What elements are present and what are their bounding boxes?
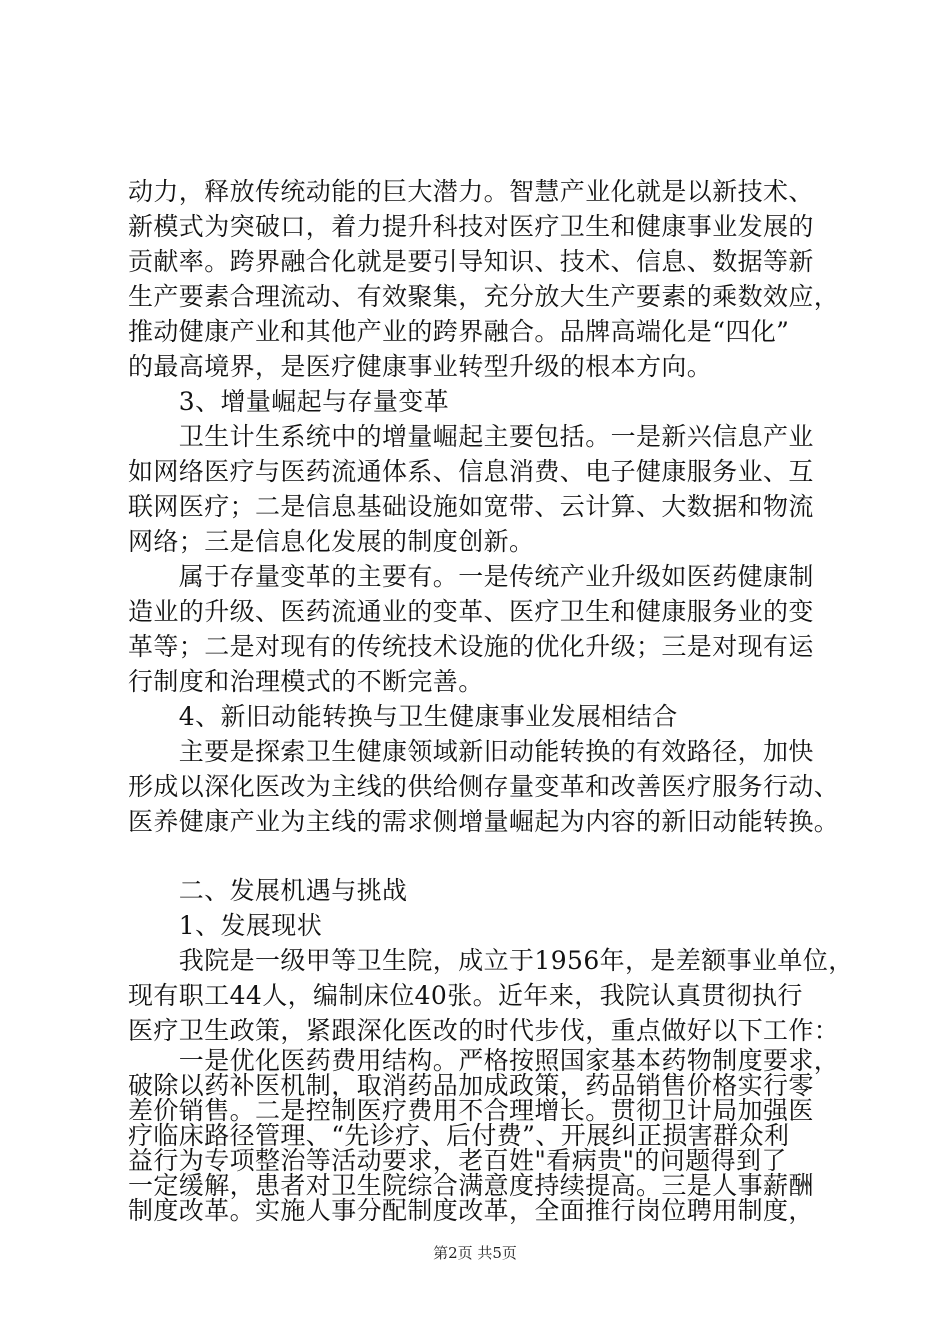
body-line: 如网络医疗与医药流通体系、信息消费、电子健康服务业、互 bbox=[128, 457, 814, 486]
body-line: 推动健康产业和其他产业的跨界融合。品牌高端化是“四化” bbox=[128, 317, 790, 346]
body-line: 制度改革。实施人事分配制度改革，全面推行岗位聘用制度， bbox=[128, 1196, 814, 1225]
body-line: 新模式为突破口，着力提升科技对医疗卫生和健康事业发展的 bbox=[128, 212, 814, 241]
body-line: 革等；二是对现有的传统技术设施的优化升级；三是对现有运 bbox=[128, 632, 814, 661]
body-line: 属于存量变革的主要有。一是传统产业升级如医药健康制 bbox=[128, 562, 814, 591]
body-line: 造业的升级、医药流通业的变革、医疗卫生和健康服务业的变 bbox=[128, 597, 814, 626]
body-line: 行制度和治理模式的不断完善。 bbox=[128, 667, 484, 696]
page-number-footer: 第2页 共5页 bbox=[433, 1244, 517, 1262]
body-line: 破除以药补医机制，取消药品加成政策，药品销售价格实行零 bbox=[128, 1071, 814, 1100]
body-line: 动力，释放传统动能的巨大潜力。智慧产业化就是以新技术、 bbox=[128, 177, 814, 206]
body-line: 贡献率。跨界融合化就是要引导知识、技术、信息、数据等新 bbox=[128, 247, 814, 276]
body-line: 一定缓解，患者对卫生院综合满意度持续提高。三是人事薪酬 bbox=[128, 1171, 814, 1200]
section-heading: 4、新旧动能转换与卫生健康事业发展相结合 bbox=[128, 702, 678, 731]
body-line: 生产要素合理流动、有效聚集，充分放大生产要素的乘数效应， bbox=[128, 282, 840, 311]
body-line: 网络；三是信息化发展的制度创新。 bbox=[128, 527, 535, 556]
section-heading: 二、发展机遇与挑战 bbox=[128, 876, 408, 905]
body-line: 益行为专项整治等活动要求，老百姓"看病贵"的问题得到了 bbox=[128, 1146, 787, 1175]
body-line: 卫生计生系统中的增量崛起主要包括。一是新兴信息产业 bbox=[128, 422, 814, 451]
body-line: 联网医疗；二是信息基础设施如宽带、云计算、大数据和物流 bbox=[128, 492, 814, 521]
body-line: 我院是一级甲等卫生院，成立于1956年，是差额事业单位， bbox=[128, 946, 854, 975]
body-line: 差价销售。二是控制医疗费用不合理增长。贯彻卫计局加强医 bbox=[128, 1096, 814, 1125]
body-line: 的最高境界，是医疗健康事业转型升级的根本方向。 bbox=[128, 352, 713, 381]
body-line: 形成以深化医改为主线的供给侧存量变革和改善医疗服务行动、 bbox=[128, 772, 840, 801]
body-line: 主要是探索卫生健康领域新旧动能转换的有效路径，加快 bbox=[128, 737, 814, 766]
body-line: 一是优化医药费用结构。严格按照国家基本药物制度要求， bbox=[128, 1046, 840, 1075]
body-line: 疗临床路径管理、“先诊疗、后付费”、开展纠正损害群众利 bbox=[128, 1121, 790, 1150]
body-line: 医养健康产业为主线的需求侧增量崛起为内容的新旧动能转换。 bbox=[128, 807, 840, 836]
body-line: 现有职工44人，编制床位40张。近年来，我院认真贯彻执行 bbox=[128, 981, 803, 1010]
section-heading: 1、发展现状 bbox=[128, 911, 323, 940]
section-heading: 3、增量崛起与存量变革 bbox=[128, 387, 450, 416]
body-line: 医疗卫生政策，紧跟深化医改的时代步伐，重点做好以下工作： bbox=[128, 1016, 840, 1045]
